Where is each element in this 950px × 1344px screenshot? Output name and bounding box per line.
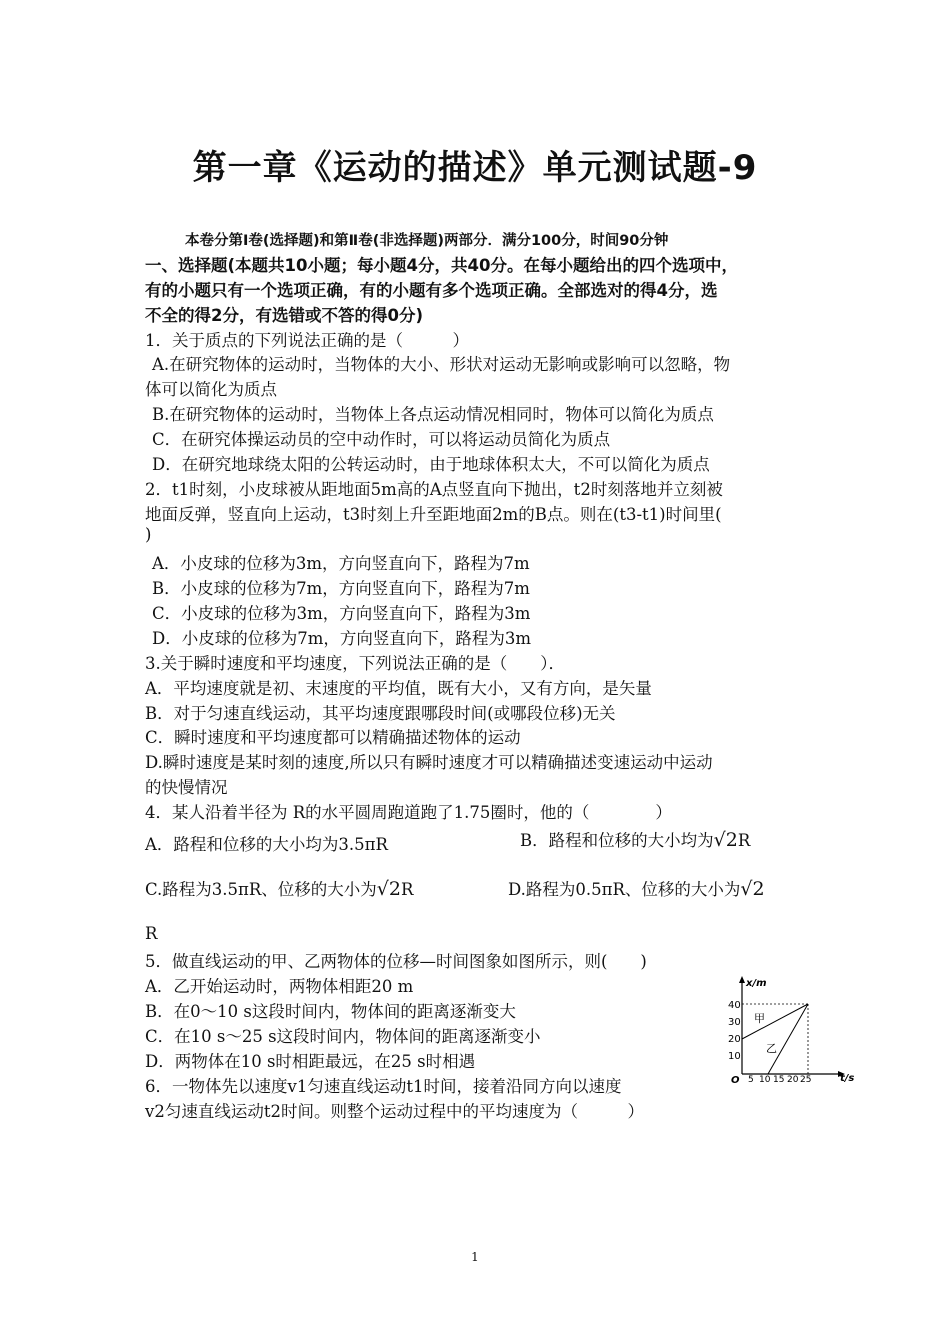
x-tick-25: 25	[800, 1075, 812, 1085]
q4-option-c	[145, 876, 413, 900]
q4-option-d-text: D.路程为0.5πR、位移的大小为	[508, 880, 741, 899]
sqrt2-symbol: √2	[740, 878, 765, 900]
y-axis-arrow	[739, 976, 745, 983]
q3-option-b: B．对于匀速直线运动，其平均速度跟哪段时间(或哪段位移)无关	[145, 704, 616, 723]
x-tick-10: 10	[759, 1075, 771, 1085]
q2-stem-line-1: 2．t1时刻，小皮球被从距地面5m高的A点竖直向下抛出，t2时刻落地并立刻被	[145, 480, 723, 499]
q3-stem: 3.关于瞬时速度和平均速度，下列说法正确的是（ ）．	[145, 654, 565, 673]
q2-stem-line-2: 地面反弹，竖直向上运动，t3时刻上升至距地面2m的B点。则在(t3-t1)时间里(	[145, 505, 722, 524]
q3-option-a: A．平均速度就是初、末速度的平均值，既有大小，又有方向，是矢量	[145, 679, 652, 698]
q5-stem: 5．做直线运动的甲、乙两物体的位移—时间图象如图所示，则( )	[145, 952, 647, 971]
q4-option-b	[520, 827, 750, 851]
q4-option-a: A．路程和位移的大小均为3.5πR	[145, 835, 388, 854]
y-tick-40: 40	[728, 1000, 741, 1011]
q4-stem: 4．某人沿着半径为 R的水平圆周跑道跑了1.75圈时，他的（ ）	[145, 803, 672, 822]
q1-option-a-line-1: A.在研究物体的运动时，当物体的大小、形状对运动无影响或影响可以忽略，物	[152, 355, 731, 374]
xt-graph	[728, 974, 858, 1086]
label-jia: 甲	[754, 1012, 765, 1025]
q4-option-d-unit: R	[145, 924, 158, 943]
q1-option-c: C．在研究体操运动员的空中动作时，可以将运动员简化为质点	[152, 430, 611, 449]
q5-option-b: B．在0～10 s这段时间内，物体间的距离逐渐变大	[145, 1002, 516, 1021]
sqrt2-symbol: √2	[713, 829, 738, 851]
q3-option-d-line-1: D.瞬时速度是某时刻的速度,所以只有瞬时速度才可以精确描述变速运动中运动	[145, 753, 713, 772]
page-number: 1	[471, 1250, 479, 1264]
q6-stem-line-2: v2匀速直线运动t2时间。则整个运动过程中的平均速度为（ ）	[145, 1102, 644, 1121]
y-axis-label: x/m	[746, 978, 767, 989]
label-yi: 乙	[766, 1042, 777, 1055]
q4-option-b-unit: R	[737, 831, 751, 850]
x-tick-5: 5	[748, 1075, 754, 1085]
q4-option-b-text: B．路程和位移的大小均为	[520, 831, 714, 850]
q2-option-b: B．小皮球的位移为7m，方向竖直向下，路程为7m	[152, 579, 530, 598]
q5-option-a: A．乙开始运动时，两物体相距20 m	[145, 977, 414, 996]
q2-option-a: A．小皮球的位移为3m，方向竖直向下，路程为7m	[152, 554, 530, 573]
q2-stem-line-3: )	[145, 525, 152, 544]
origin-label: O	[731, 1075, 740, 1086]
q2-option-d: D．小皮球的位移为7m，方向竖直向下，路程为3m	[152, 629, 532, 648]
exam-info: 本卷分第Ⅰ卷(选择题)和第Ⅱ卷(非选择题)两部分．满分100分，时间90分钟	[185, 233, 669, 249]
q5-option-c: C．在10 s～25 s这段时间内，物体间的距离逐渐变小	[145, 1027, 541, 1046]
sqrt2-symbol: √2	[376, 878, 401, 900]
q1-option-a-line-2: 体可以简化为质点	[145, 380, 277, 399]
x-axis-label: t/s	[840, 1073, 855, 1084]
x-tick-15: 15	[773, 1075, 785, 1085]
x-tick-20: 20	[787, 1075, 799, 1085]
q1-stem: 1．关于质点的下列说法正确的是（ ）	[145, 331, 469, 350]
q4-option-d	[508, 876, 765, 900]
q6-stem-line-1: 6．一物体先以速度v1匀速直线运动t1时间，接着沿同方向以速度	[145, 1077, 622, 1096]
y-tick-30: 30	[728, 1017, 741, 1028]
q4-option-c-unit: R	[401, 880, 414, 899]
q4-option-c-text: C.路程为3.5πR、位移的大小为	[145, 880, 377, 899]
y-tick-20: 20	[728, 1034, 741, 1045]
q5-option-d: D．两物体在10 s时相距最远，在25 s时相遇	[145, 1052, 476, 1071]
section-heading-line-1: 一、选择题(本题共10小题；每小题4分，共40分。在每小题给出的四个选项中，	[145, 256, 738, 275]
q3-option-d-line-2: 的快慢情况	[145, 778, 228, 797]
q3-option-c: C．瞬时速度和平均速度都可以精确描述物体的运动	[145, 728, 521, 747]
q1-option-d: D．在研究地球绕太阳的公转运动时，由于地球体积太大，不可以简化为质点	[152, 455, 710, 474]
page-title: 第一章《运动的描述》单元测试题-9	[192, 148, 758, 188]
q1-option-b: B.在研究物体的运动时，当物体上各点运动情况相同时，物体可以简化为质点	[152, 405, 714, 424]
section-heading-line-2: 有的小题只有一个选项正确，有的小题有多个选项正确。全部选对的得4分，选	[145, 281, 718, 300]
y-tick-10: 10	[728, 1051, 741, 1062]
section-heading-line-3: 不全的得2分，有选错或不答的得0分)	[145, 306, 424, 325]
q2-option-c: C．小皮球的位移为3m，方向竖直向下，路程为3m	[152, 604, 531, 623]
